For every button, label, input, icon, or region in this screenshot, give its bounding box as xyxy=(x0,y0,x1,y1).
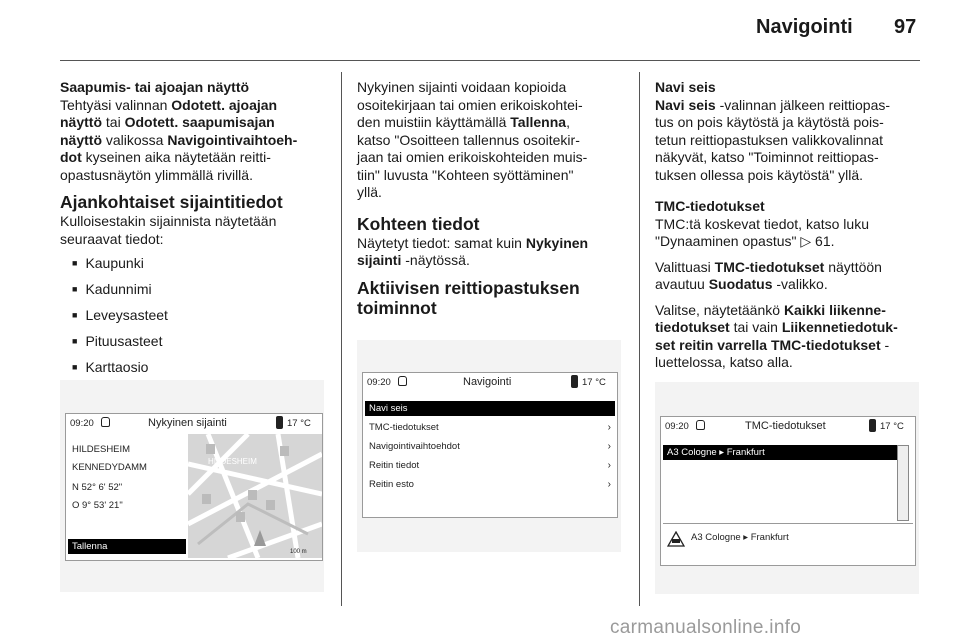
heading-current-location: Ajankohtaiset sijaintitiedot xyxy=(60,192,283,212)
traffic-warning-icon xyxy=(667,531,685,547)
chevron-right-icon: › xyxy=(607,441,611,452)
screen-title: Nykyinen sijainti xyxy=(148,417,227,429)
paragraph-copy-location: Nykyinen sijainti voidaan kopioida osoitekirjaan tai omien erikoiskohtei- den muistiin käyttämällä Tallenna, katso "Osoitteen tallennus osoitekir- jaan tai omien erikoiskohteiden muis- tiin" luvusta "Kohteen syöttäminen" yllä. xyxy=(357,79,588,200)
paragraph-tmc: TMC:tä koskevat tiedot, katso luku "Dynaaminen opastus" ▷ 61. xyxy=(655,215,869,249)
clock: 09:20 xyxy=(665,421,689,432)
scrollbar[interactable] xyxy=(897,445,909,521)
screen-title: TMC-tiedotukset xyxy=(745,420,826,432)
map-view xyxy=(188,434,322,558)
guidance-icon xyxy=(398,376,407,386)
guidance-icon xyxy=(696,420,705,430)
watermark-text: carmanualsonline.info xyxy=(610,617,802,638)
paragraph-destination-info: Näytetyt tiedot: samat kuin Nykyinen sijainti -näytössä. xyxy=(357,234,589,268)
thermometer-icon xyxy=(276,416,283,429)
thermometer-icon xyxy=(571,375,578,388)
page-number: 97 xyxy=(894,16,917,38)
heading-tmc: TMC-tiedotukset xyxy=(655,198,765,214)
paragraph-tmc-select: Valittuasi TMC-tiedotukset näyttöön avautuu Suodatus -valikko. xyxy=(655,258,882,292)
heading-active-guidance: Aktiivisen reittiopastuksen toiminnot xyxy=(357,277,580,318)
column-2 xyxy=(357,79,629,319)
screenshot-current-location xyxy=(60,380,324,592)
heading-destination-info: Kohteen tiedot xyxy=(357,213,480,234)
heading-arrival-time: Saapumis- tai ajoajan näyttö xyxy=(60,79,250,95)
menu-item-nav-options[interactable]: Navigointivaihtoehdot › xyxy=(369,437,611,456)
clock: 09:20 xyxy=(367,377,391,388)
column-3 xyxy=(655,79,925,380)
chevron-right-icon: › xyxy=(607,479,611,490)
map-city-label: HILDESHEIM xyxy=(208,457,257,466)
menu-item-tmc[interactable]: TMC-tiedotukset › xyxy=(369,418,611,437)
column-1 xyxy=(60,79,332,384)
reference-arrow-icon: ▷ xyxy=(800,233,812,249)
city: HILDESHEIM xyxy=(72,444,131,455)
latitude: N 52° 6' 52" xyxy=(72,482,123,493)
list-item: ■ Karttaosio xyxy=(72,358,332,378)
column-divider-2 xyxy=(639,72,640,606)
temperature: 17 °C xyxy=(880,421,904,432)
menu-item-navi-stop[interactable]: Navi seis xyxy=(365,401,615,416)
column-divider-1 xyxy=(341,72,342,606)
clock: 09:20 xyxy=(70,418,94,429)
chevron-right-icon: › xyxy=(607,460,611,471)
screenshot-tmc-messages xyxy=(655,382,919,594)
list-item: ■ Kaupunki xyxy=(72,254,332,274)
chevron-right-icon: › xyxy=(607,422,611,433)
menu-item-route-info[interactable]: Reitin tiedot › xyxy=(369,456,611,475)
screenshot-navigation-menu xyxy=(357,340,621,552)
save-button[interactable]: Tallenna xyxy=(68,539,186,554)
location-info-list xyxy=(60,254,332,378)
paragraph-current-location: Kulloisestakin sijainnista näytetään seuraavat tiedot: xyxy=(60,213,277,247)
tmc-list-item-selected[interactable]: A3 Cologne ▸ Frankfurt xyxy=(663,445,897,460)
paragraph-tmc-filter: Valitse, näytetäänkö Kaikki liikenne- tiedotukset tai vain Liikennetiedotuk- set reitin varrella TMC-tiedotukset - luettelossa, katso alla. xyxy=(655,301,898,370)
street: KENNEDYDAMM xyxy=(72,462,147,473)
heading-navi-stop: Navi seis xyxy=(655,79,716,95)
screen-title: Navigointi xyxy=(463,376,512,388)
map-scale: 100 m xyxy=(290,549,307,555)
longitude: O 9° 53' 21" xyxy=(72,500,123,511)
temperature: 17 °C xyxy=(582,377,606,388)
header-rule xyxy=(60,60,920,61)
thermometer-icon xyxy=(869,419,876,432)
temperature: 17 °C xyxy=(287,418,311,429)
guidance-icon xyxy=(101,417,110,427)
tmc-detail: A3 Cologne ▸ Frankfurt xyxy=(691,532,789,543)
menu-item-route-block[interactable]: Reitin esto › xyxy=(369,475,611,494)
list-item: ■ Kadunnimi xyxy=(72,280,332,300)
page-header-title: Navigointi xyxy=(756,16,853,38)
list-item: ■ Pituusasteet xyxy=(72,332,332,352)
list-item: ■ Leveysasteet xyxy=(72,306,332,326)
paragraph-navi-stop: Navi seis -valinnan jälkeen reittiopas- tus on pois käytöstä ja käytöstä pois- tetun reittiopastuksen valikkovalinnat näkyvät, katso "Toiminnot reittiopas- tuksen ollessa pois käytöstä" yllä. xyxy=(655,96,891,183)
paragraph-arrival: Tehtyäsi valinnan Odotett. ajoajan näyttö tai Odotett. saapumisajan näyttö valikossa Navigointivaihtoeh- dot kyseinen aika näytetään reitti- opastusnäytön ylimmällä rivillä. xyxy=(60,96,298,183)
divider xyxy=(663,523,913,524)
